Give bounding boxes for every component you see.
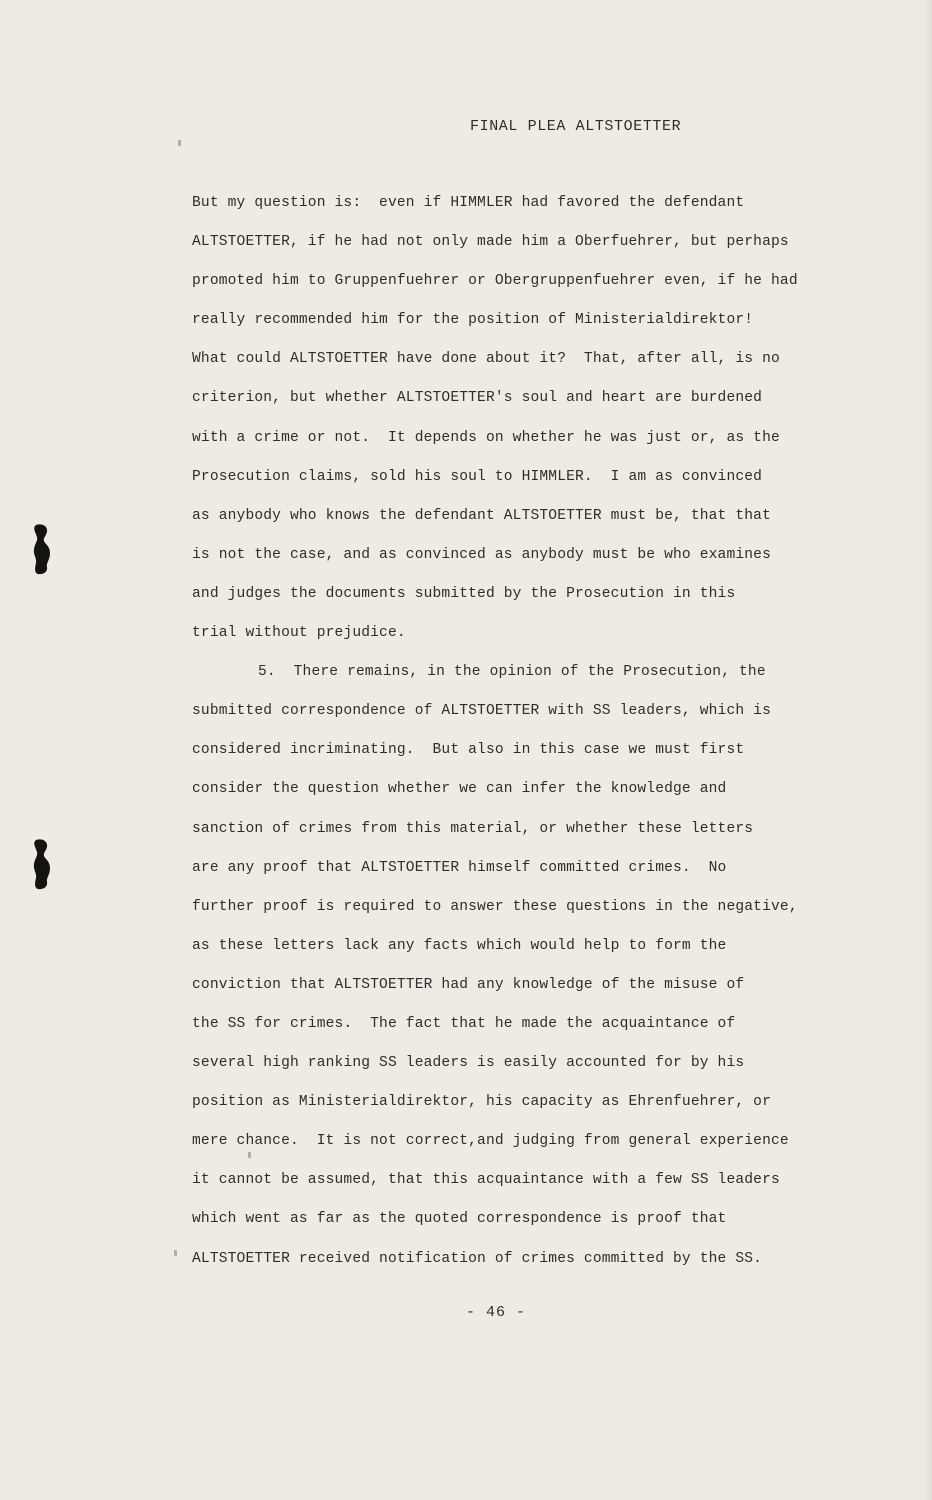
document-body	[192, 190, 872, 1285]
text-line: sanction of crimes from this material, or whether these letters	[192, 820, 754, 837]
text-line: it cannot be assumed, that this acquaintance with a few SS leaders	[192, 1172, 780, 1189]
text-line: several high ranking SS leaders is easily accounted for by his	[192, 1055, 745, 1072]
text-line: trial without prejudice.	[192, 625, 406, 642]
text-line: criterion, but whether ALTSTOETTER's soul and heart are burdened	[192, 390, 763, 407]
text-line: position as Ministerialdirektor, his capacity as Ehrenfuehrer, or	[192, 1094, 771, 1111]
text-line: promoted him to Gruppenfuehrer or Obergruppenfuehrer even, if he had	[192, 273, 798, 290]
text-line: consider the question whether we can infer the knowledge and	[192, 781, 727, 798]
paper-speck	[248, 1152, 251, 1158]
text-line: ALTSTOETTER, if he had not only made him a Oberfuehrer, but perhaps	[192, 234, 789, 251]
binder-hole-top	[32, 523, 52, 575]
text-line: considered incriminating. But also in this case we must first	[192, 742, 745, 759]
text-line: with a crime or not. It depends on whether he was just or, as the	[192, 429, 780, 446]
text-line: mere chance. It is not correct,and judging from general experience	[192, 1133, 789, 1150]
page-number: - 46 -	[466, 1304, 527, 1321]
text-line: as anybody who knows the defendant ALTSTOETTER must be, that that	[192, 507, 771, 524]
text-line: really recommended him for the position of Ministerialdirektor!	[192, 312, 754, 329]
text-line: ALTSTOETTER received notification of crimes committed by the SS.	[192, 1250, 763, 1267]
text-line: What could ALTSTOETTER have done about it? That, after all, is no	[192, 351, 780, 368]
text-line: the SS for crimes. The fact that he made the acquaintance of	[192, 1015, 736, 1032]
page-edge-shadow	[924, 0, 932, 1500]
text-line: and judges the documents submitted by the Prosecution in this	[192, 585, 736, 602]
text-line: submitted correspondence of ALTSTOETTER with SS leaders, which is	[192, 703, 771, 720]
text-line: are any proof that ALTSTOETTER himself committed crimes. No	[192, 859, 727, 876]
paper-speck	[174, 1250, 177, 1256]
paper-speck	[178, 140, 181, 146]
binder-hole-bottom	[32, 838, 52, 890]
text-line: Prosecution claims, sold his soul to HIMMLER. I am as convinced	[192, 468, 763, 485]
page-title: FINAL PLEA ALTSTOETTER	[470, 118, 682, 135]
text-line: But my question is: even if HIMMLER had favored the defendant	[192, 195, 745, 211]
text-line: as these letters lack any facts which would help to form the	[192, 937, 727, 954]
text-line: which went as far as the quoted correspondence is proof that	[192, 1211, 727, 1228]
paragraph-start-line: 5. There remains, in the opinion of the Prosecution, the	[258, 664, 766, 681]
text-line: is not the case, and as convinced as anybody must be who examines	[192, 546, 771, 563]
text-line: conviction that ALTSTOETTER had any knowledge of the misuse of	[192, 976, 745, 993]
text-line: further proof is required to answer these questions in the negative,	[192, 898, 798, 915]
